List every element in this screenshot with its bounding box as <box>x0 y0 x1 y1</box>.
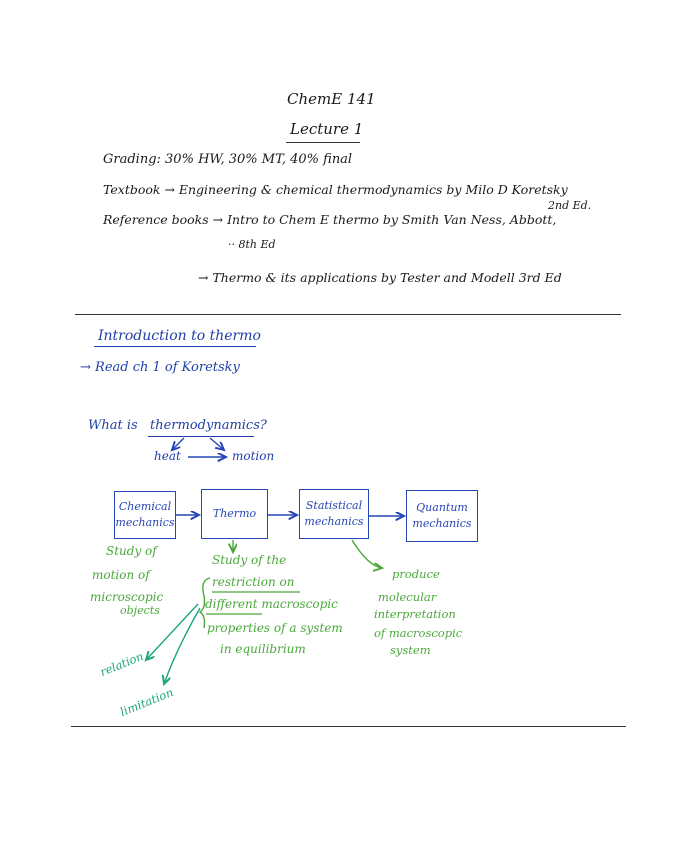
stat-note-4: of macroscopic <box>374 626 463 640</box>
box-line1: Statistical <box>305 499 363 512</box>
question-word: thermodynamics? <box>150 418 267 433</box>
motion-label: motion <box>232 449 275 463</box>
reading-note: → Read ch 1 of Koretsky <box>80 360 240 375</box>
thermo-to-motion-arrow <box>210 438 224 450</box>
course-title: ChemE 141 <box>287 90 376 108</box>
chem-note-3: microscopic <box>90 590 164 604</box>
box-line1: Chemical <box>118 500 172 513</box>
stat-note-3: interpretation <box>374 607 456 621</box>
box-line2: mechanics <box>412 517 472 530</box>
reference-line-2: → Thermo & its applications by Tester and Modell 3rd Ed <box>198 270 562 285</box>
question-prefix: What is <box>88 418 138 433</box>
box-line1: Quantum <box>416 501 468 514</box>
box-line1: Thermo <box>212 507 257 520</box>
thermo-to-heat-arrow <box>172 438 184 450</box>
section-title: Introduction to thermo <box>98 328 261 344</box>
grading-line: Grading: 30% HW, 30% MT, 40% final <box>103 152 353 167</box>
stat-curve-arrow <box>352 540 382 568</box>
chem-note-4: objects <box>120 604 160 617</box>
lecture-title: Lecture 1 <box>290 120 364 138</box>
chem-note-1: Study of <box>106 544 157 558</box>
thermo-note-5: in equilibrium <box>220 642 306 656</box>
limitation-arrow <box>164 608 200 684</box>
chem-note-2: motion of <box>92 568 150 582</box>
box-line2: mechanics <box>304 515 364 528</box>
limitation-note: limitation <box>118 685 176 719</box>
reference-line: Reference books → Intro to Chem E thermo by Smith Van Ness, Abbott, <box>103 212 557 227</box>
thermo-note-2: restriction on <box>212 575 295 589</box>
textbook-line: Textbook → Engineering & chemical thermodynamics by Milo D Koretsky <box>103 182 568 197</box>
thermo-note-1: Study of the <box>212 553 287 567</box>
thermo-note-3: different macroscopic <box>205 597 338 611</box>
stat-note-5: system <box>390 643 431 657</box>
thermo-note-4: properties of a system <box>207 621 343 635</box>
textbook-edition: 2nd Ed. <box>548 199 592 212</box>
stat-note-2: molecular <box>378 590 437 604</box>
reference-edition: ·· 8th Ed <box>228 238 276 251</box>
thermo-brace <box>200 578 210 628</box>
stat-note-1: produce <box>392 567 440 581</box>
relation-note: relation <box>98 648 146 679</box>
relation-arrow <box>146 604 198 660</box>
heat-label: heat <box>154 449 181 463</box>
box-line2: mechanics <box>115 516 175 529</box>
